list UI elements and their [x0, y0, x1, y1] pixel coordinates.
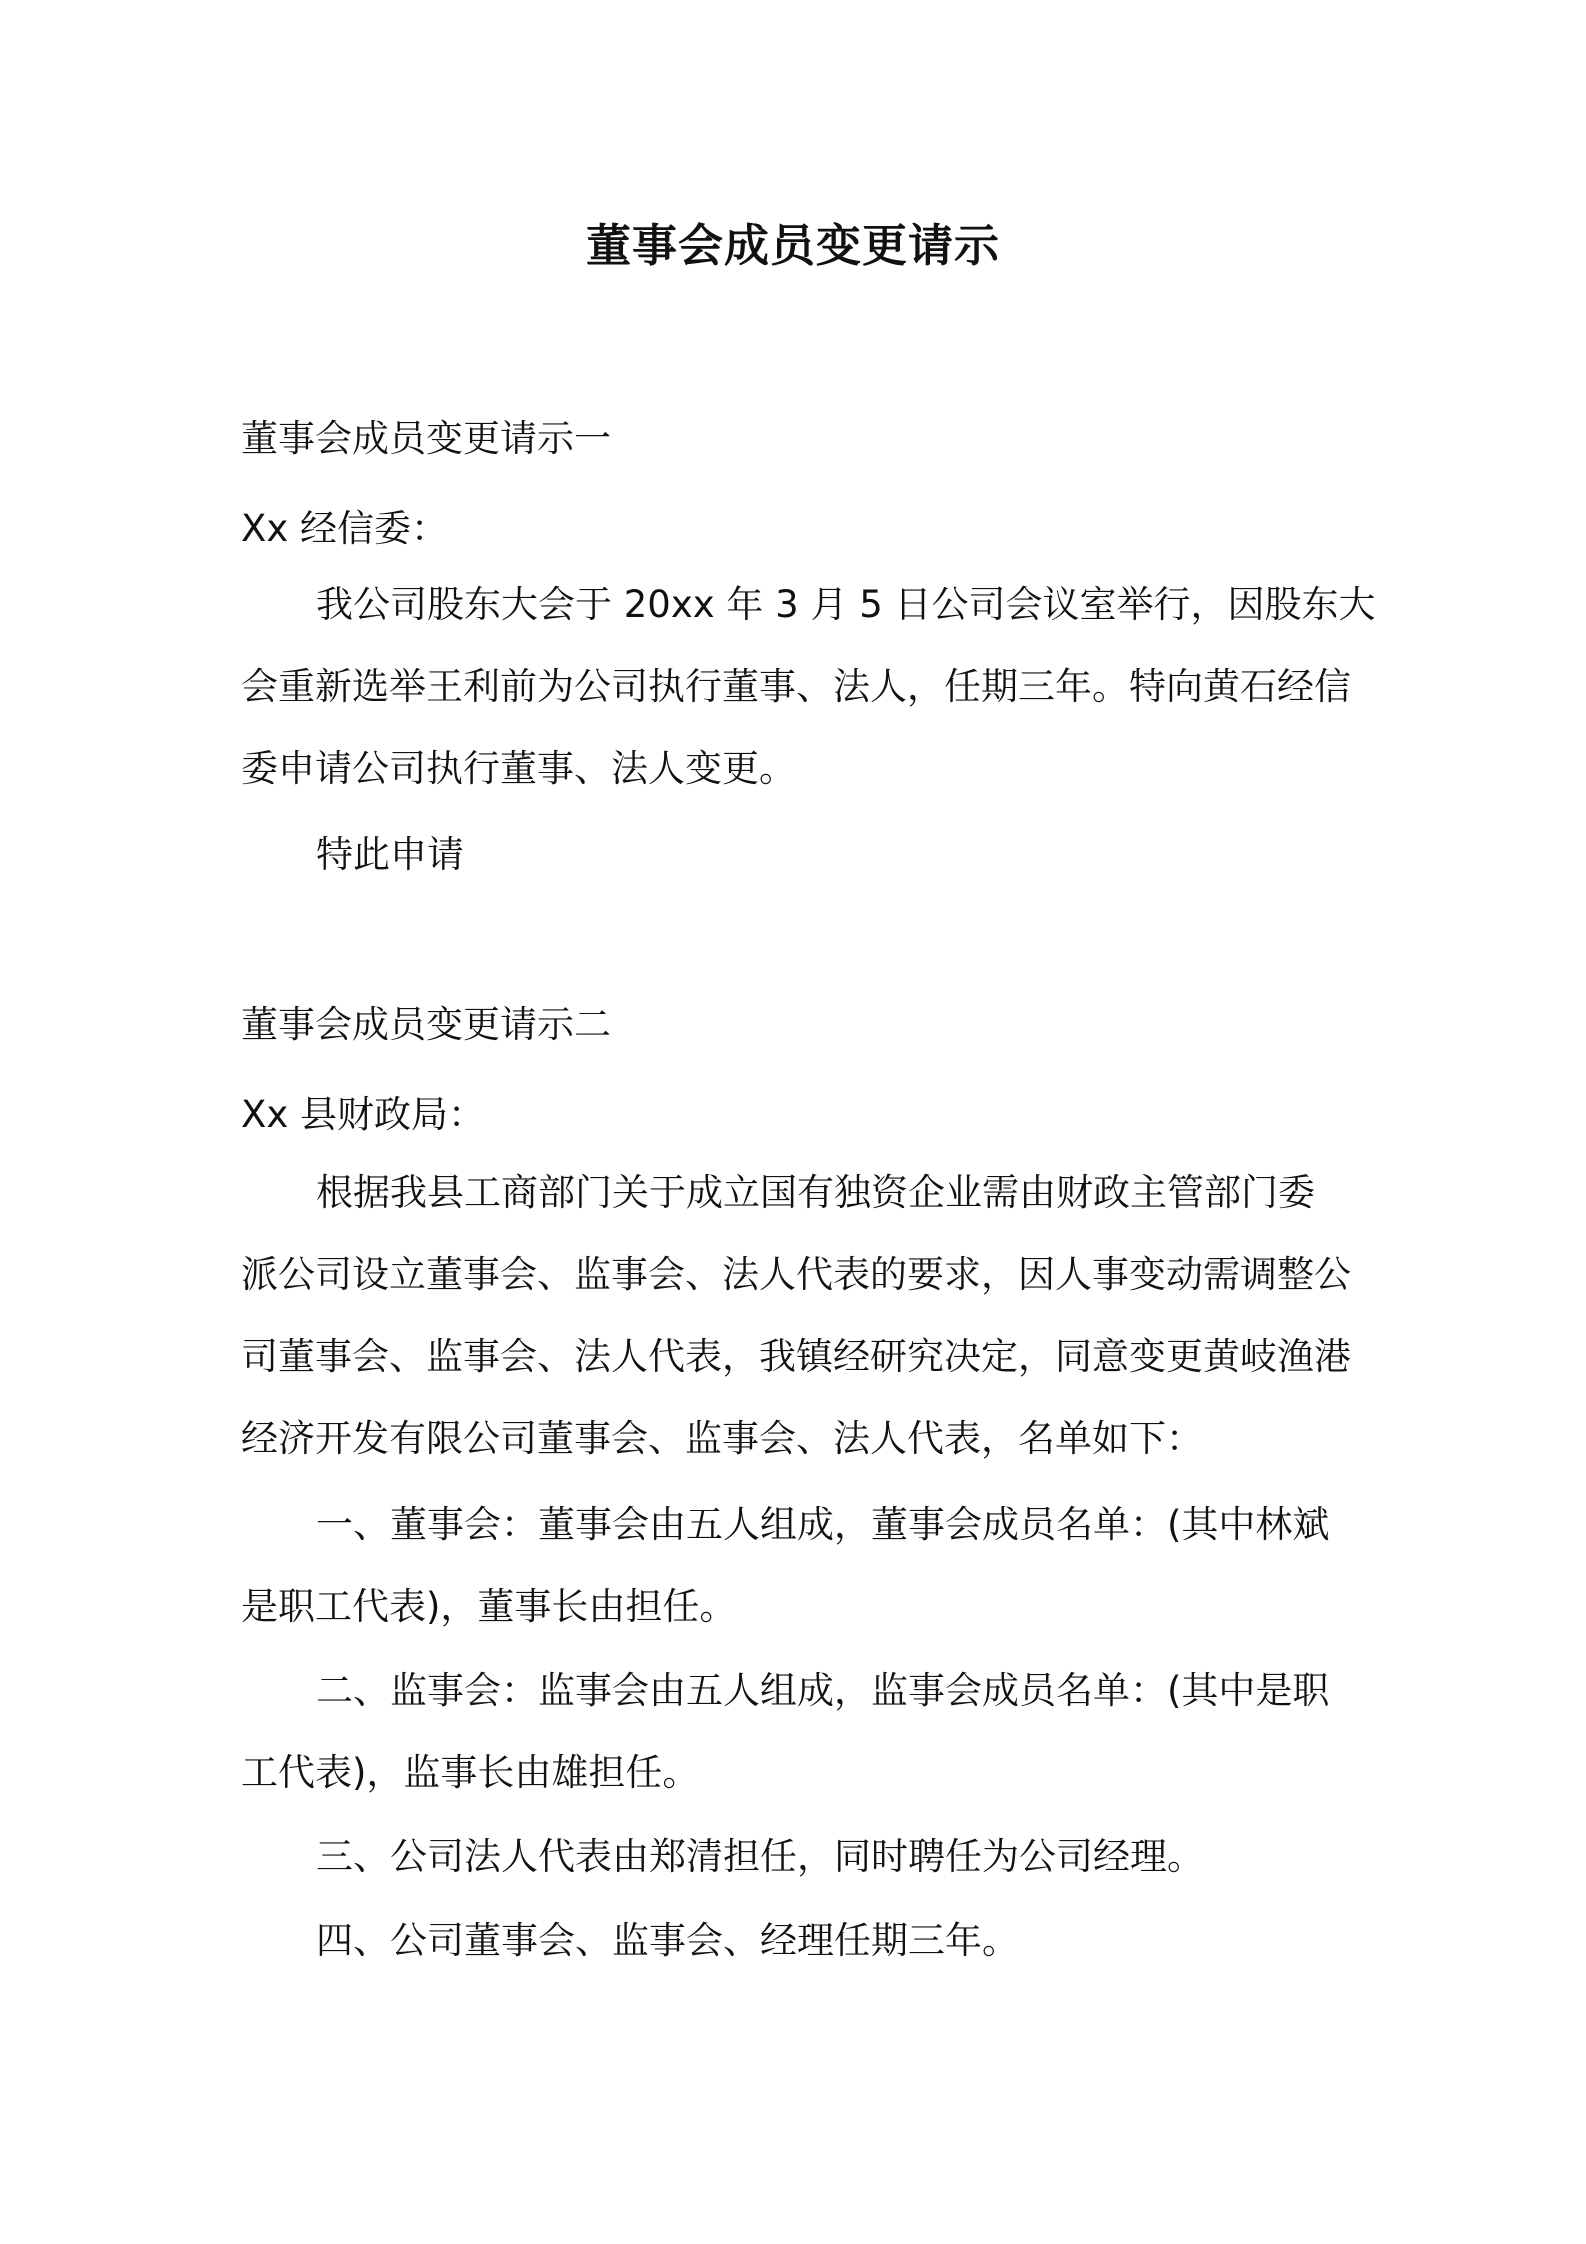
section1-closing: 特此申请 — [316, 833, 464, 876]
section2-item2-line: 二、监事会：监事会由五人组成，监事会成员名单：(其中是职 — [316, 1669, 1330, 1712]
section2-item4: 四、公司董事会、监事会、经理任期三年。 — [316, 1919, 1019, 1962]
section2-paragraph-line: 根据我县工商部门关于成立国有独资企业需由财政主管部门委 — [316, 1171, 1315, 1214]
section2-item1-line: 一、董事会：董事会由五人组成，董事会成员名单：(其中林斌 — [316, 1503, 1330, 1546]
section1-heading: 董事会成员变更请示一 — [241, 417, 611, 460]
section2-item2-line: 工代表)，监事长由雄担任。 — [241, 1751, 700, 1794]
section2-addressee: Xx 县财政局： — [241, 1093, 486, 1136]
section1-addressee: Xx 经信委： — [241, 507, 449, 550]
section2-heading: 董事会成员变更请示二 — [241, 1003, 611, 1046]
section2-item3: 三、公司法人代表由郑清担任，同时聘任为公司经理。 — [316, 1835, 1204, 1878]
document-title: 董事会成员变更请示 — [585, 219, 1000, 272]
section2-paragraph-line: 派公司设立董事会、监事会、法人代表的要求，因人事变动需调整公 — [241, 1253, 1351, 1296]
section2-item1-line: 是职工代表)，董事长由担任。 — [241, 1585, 737, 1628]
section1-paragraph-line: 会重新选举王利前为公司执行董事、法人，任期三年。特向黄石经信 — [241, 665, 1351, 708]
section1-paragraph-line: 委申请公司执行董事、法人变更。 — [241, 747, 796, 790]
section2-paragraph-line: 司董事会、监事会、法人代表，我镇经研究决定，同意变更黄岐渔港 — [241, 1335, 1351, 1378]
section1-paragraph-line: 我公司股东大会于 20xx 年 3 月 5 日公司会议室举行，因股东大 — [316, 583, 1376, 626]
section2-paragraph-line: 经济开发有限公司董事会、监事会、法人代表，名单如下： — [241, 1417, 1203, 1460]
